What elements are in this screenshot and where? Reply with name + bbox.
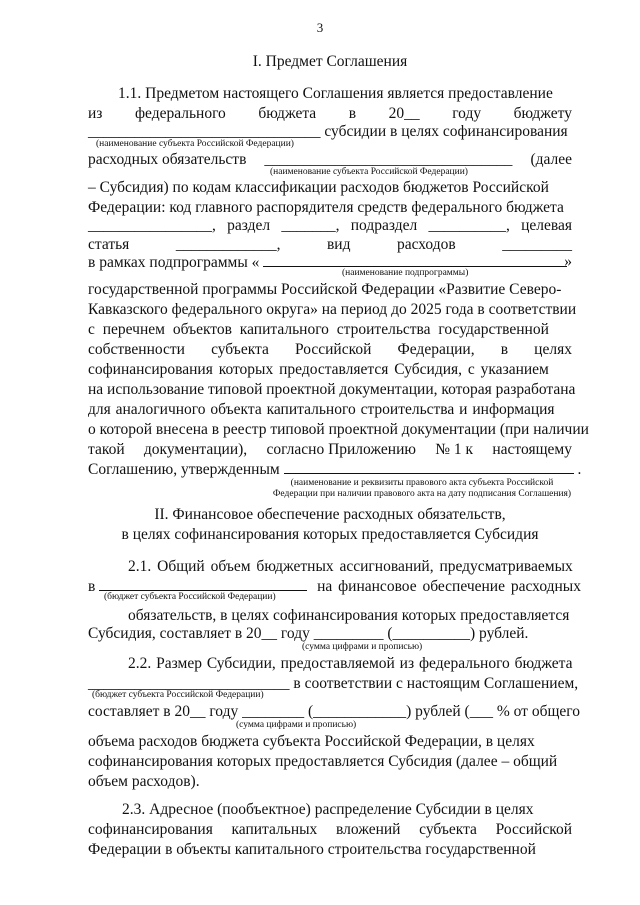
caption-subject-name: (наименование субъекта Российской Федерации)	[96, 139, 294, 149]
s2-line-9: софинансирования которых предоставляется Субсидия (далее – общий	[88, 753, 558, 770]
word: бюджета	[258, 105, 317, 122]
s2-line-8: объема расходов бюджета субъекта Российской Федерации, в целях	[88, 733, 535, 750]
word: документации),	[143, 441, 248, 458]
word: статья	[88, 236, 130, 253]
word: 20__	[388, 105, 420, 122]
s1-line-19	[88, 459, 582, 480]
word: расходов	[396, 236, 456, 253]
section-2-title-line-1: II. Финансовое обеспечение расходных обязательств,	[154, 506, 506, 523]
word: в	[348, 105, 357, 122]
caption-budget-1: (бюджет субъекта Российской Федерации)	[104, 592, 276, 602]
word: федерального	[134, 105, 226, 122]
word: субъекта	[419, 821, 477, 838]
text: государственной программы Российской Федерации «Развитие Северо-	[88, 281, 562, 298]
s1-line-3: ______________________________ субсидии в целях софинансирования	[88, 123, 568, 140]
blank: _____________,	[175, 236, 281, 253]
s1-line-10	[88, 280, 572, 300]
word: раздел	[227, 217, 271, 234]
subprogram-blank	[263, 252, 567, 267]
text: расходных обязательств	[88, 151, 247, 168]
budget-blank	[99, 576, 307, 591]
word: целях	[534, 341, 572, 358]
s1-line-2	[88, 104, 572, 124]
s1-line-13	[88, 340, 572, 360]
text: в	[88, 578, 96, 595]
word: согласно Приложению	[266, 441, 416, 458]
caption-subject-name-2: (наименование субъекта Российской Федерации)	[270, 167, 468, 177]
text: Федерации: код главного распорядителя средств федерального бюджета	[88, 199, 564, 216]
act-blank	[284, 459, 574, 474]
page-number: 3	[316, 20, 324, 35]
s2-line-7	[88, 702, 580, 722]
s2-line-10: объем расходов).	[88, 773, 200, 790]
text: Кавказского федерального округа» на период до 2025 года в соответствии	[88, 301, 577, 318]
word: Федерации,	[397, 341, 475, 358]
word: вложений	[335, 821, 401, 838]
s1-line-15: на использование типовой проектной документации, которая разработана	[88, 381, 576, 398]
word: подраздел	[350, 217, 418, 234]
s1-line-18	[88, 440, 572, 460]
caption-legal-act: (наименование и реквизиты правового акта субъекта Российской Федерации при наличии правового акта на дату подписания Соглашения)	[272, 478, 572, 499]
s1-line-5	[88, 178, 572, 198]
word: № 1 к	[435, 441, 474, 458]
word: в	[500, 341, 509, 358]
caption-budget-2: (бюджет субъекта Российской Федерации)	[92, 690, 264, 700]
word: вид	[326, 236, 351, 253]
text: ___ % от общего	[469, 703, 580, 720]
word: субъекта	[211, 341, 269, 358]
s1-line-16: для аналогичного объекта капитального строительства и информация	[88, 401, 555, 418]
s1-line-14: софинансирования которых предоставляется Субсидия, с указанием	[88, 361, 549, 378]
s2-line-6: __________________________ в соответствии с настоящим Соглашением,	[88, 675, 579, 692]
s2-line-3: обязательств, в целях софинансирования которых предоставляется	[128, 607, 570, 624]
s2-line-12	[88, 820, 572, 840]
word: капитальных	[231, 821, 318, 838]
blank: _______,	[281, 217, 340, 234]
text: »	[564, 253, 572, 270]
text: составляет в 20__ году ________ (____________) рублей (	[88, 703, 470, 720]
blank: ________________,	[88, 217, 216, 234]
text: (далее	[530, 151, 572, 168]
blank: ________________________________	[264, 151, 513, 168]
s2-line-5: 2.2. Размер Субсидии, предоставляемой из федерального бюджета	[128, 655, 573, 672]
text: на финансовое обеспечение расходных	[317, 578, 581, 595]
caption-amount-2: (сумма цифрами и прописью)	[236, 720, 357, 730]
s1-line-1	[88, 84, 572, 104]
s1-line-7	[88, 216, 572, 236]
section-1-title: I. Предмет Соглашения	[252, 53, 408, 70]
word: Российской	[295, 341, 372, 358]
text: Соглашению, утвержденным	[88, 461, 280, 478]
s1-line-6	[88, 198, 572, 218]
caption-amount-1: (сумма цифрами и прописью)	[302, 642, 423, 652]
word: Российской	[495, 821, 572, 838]
word: из	[88, 105, 103, 122]
text: – Субсидия) по кодам классификации расходов бюджетов Российской	[88, 179, 549, 196]
s2-line-1: 2.1. Общий объем бюджетных ассигнований, предусматриваемых	[128, 558, 573, 575]
s2-line-13: Федерации в объекты капитального строительства государственной	[88, 841, 536, 858]
blank: __________,	[428, 217, 510, 234]
section-2-title-line-2: в целях софинансирования которых предоставляется Субсидия	[121, 526, 539, 543]
caption-subprogram: (наименование подпрограммы)	[342, 268, 469, 278]
text: 1.1. Предметом настоящего Соглашения является предоставление	[118, 85, 553, 102]
s2-line-4: Субсидия, составляет в 20__ году _________ (__________) рублей.	[88, 625, 529, 642]
blank: _________	[502, 236, 572, 253]
s1-line-9	[88, 252, 572, 273]
s2-line-11: 2.3. Адресное (пообъектное) распределение Субсидии в целях	[122, 801, 534, 818]
s1-line-17: о которой внесена в реестр типовой проектной документации (при наличии	[88, 421, 589, 438]
word: году	[452, 105, 482, 122]
word: такой	[88, 441, 125, 458]
word: бюджету	[513, 105, 572, 122]
word: настоящему	[492, 441, 572, 458]
s1-line-11	[88, 300, 577, 320]
text: в рамках подпрограммы «	[88, 254, 260, 271]
s1-line-12: с перечнем объектов капитального строительства государственной	[88, 321, 549, 338]
text: .	[577, 461, 582, 478]
word: собственности	[88, 341, 185, 358]
word: софинансирования	[88, 821, 213, 838]
word: целевая	[521, 217, 572, 234]
